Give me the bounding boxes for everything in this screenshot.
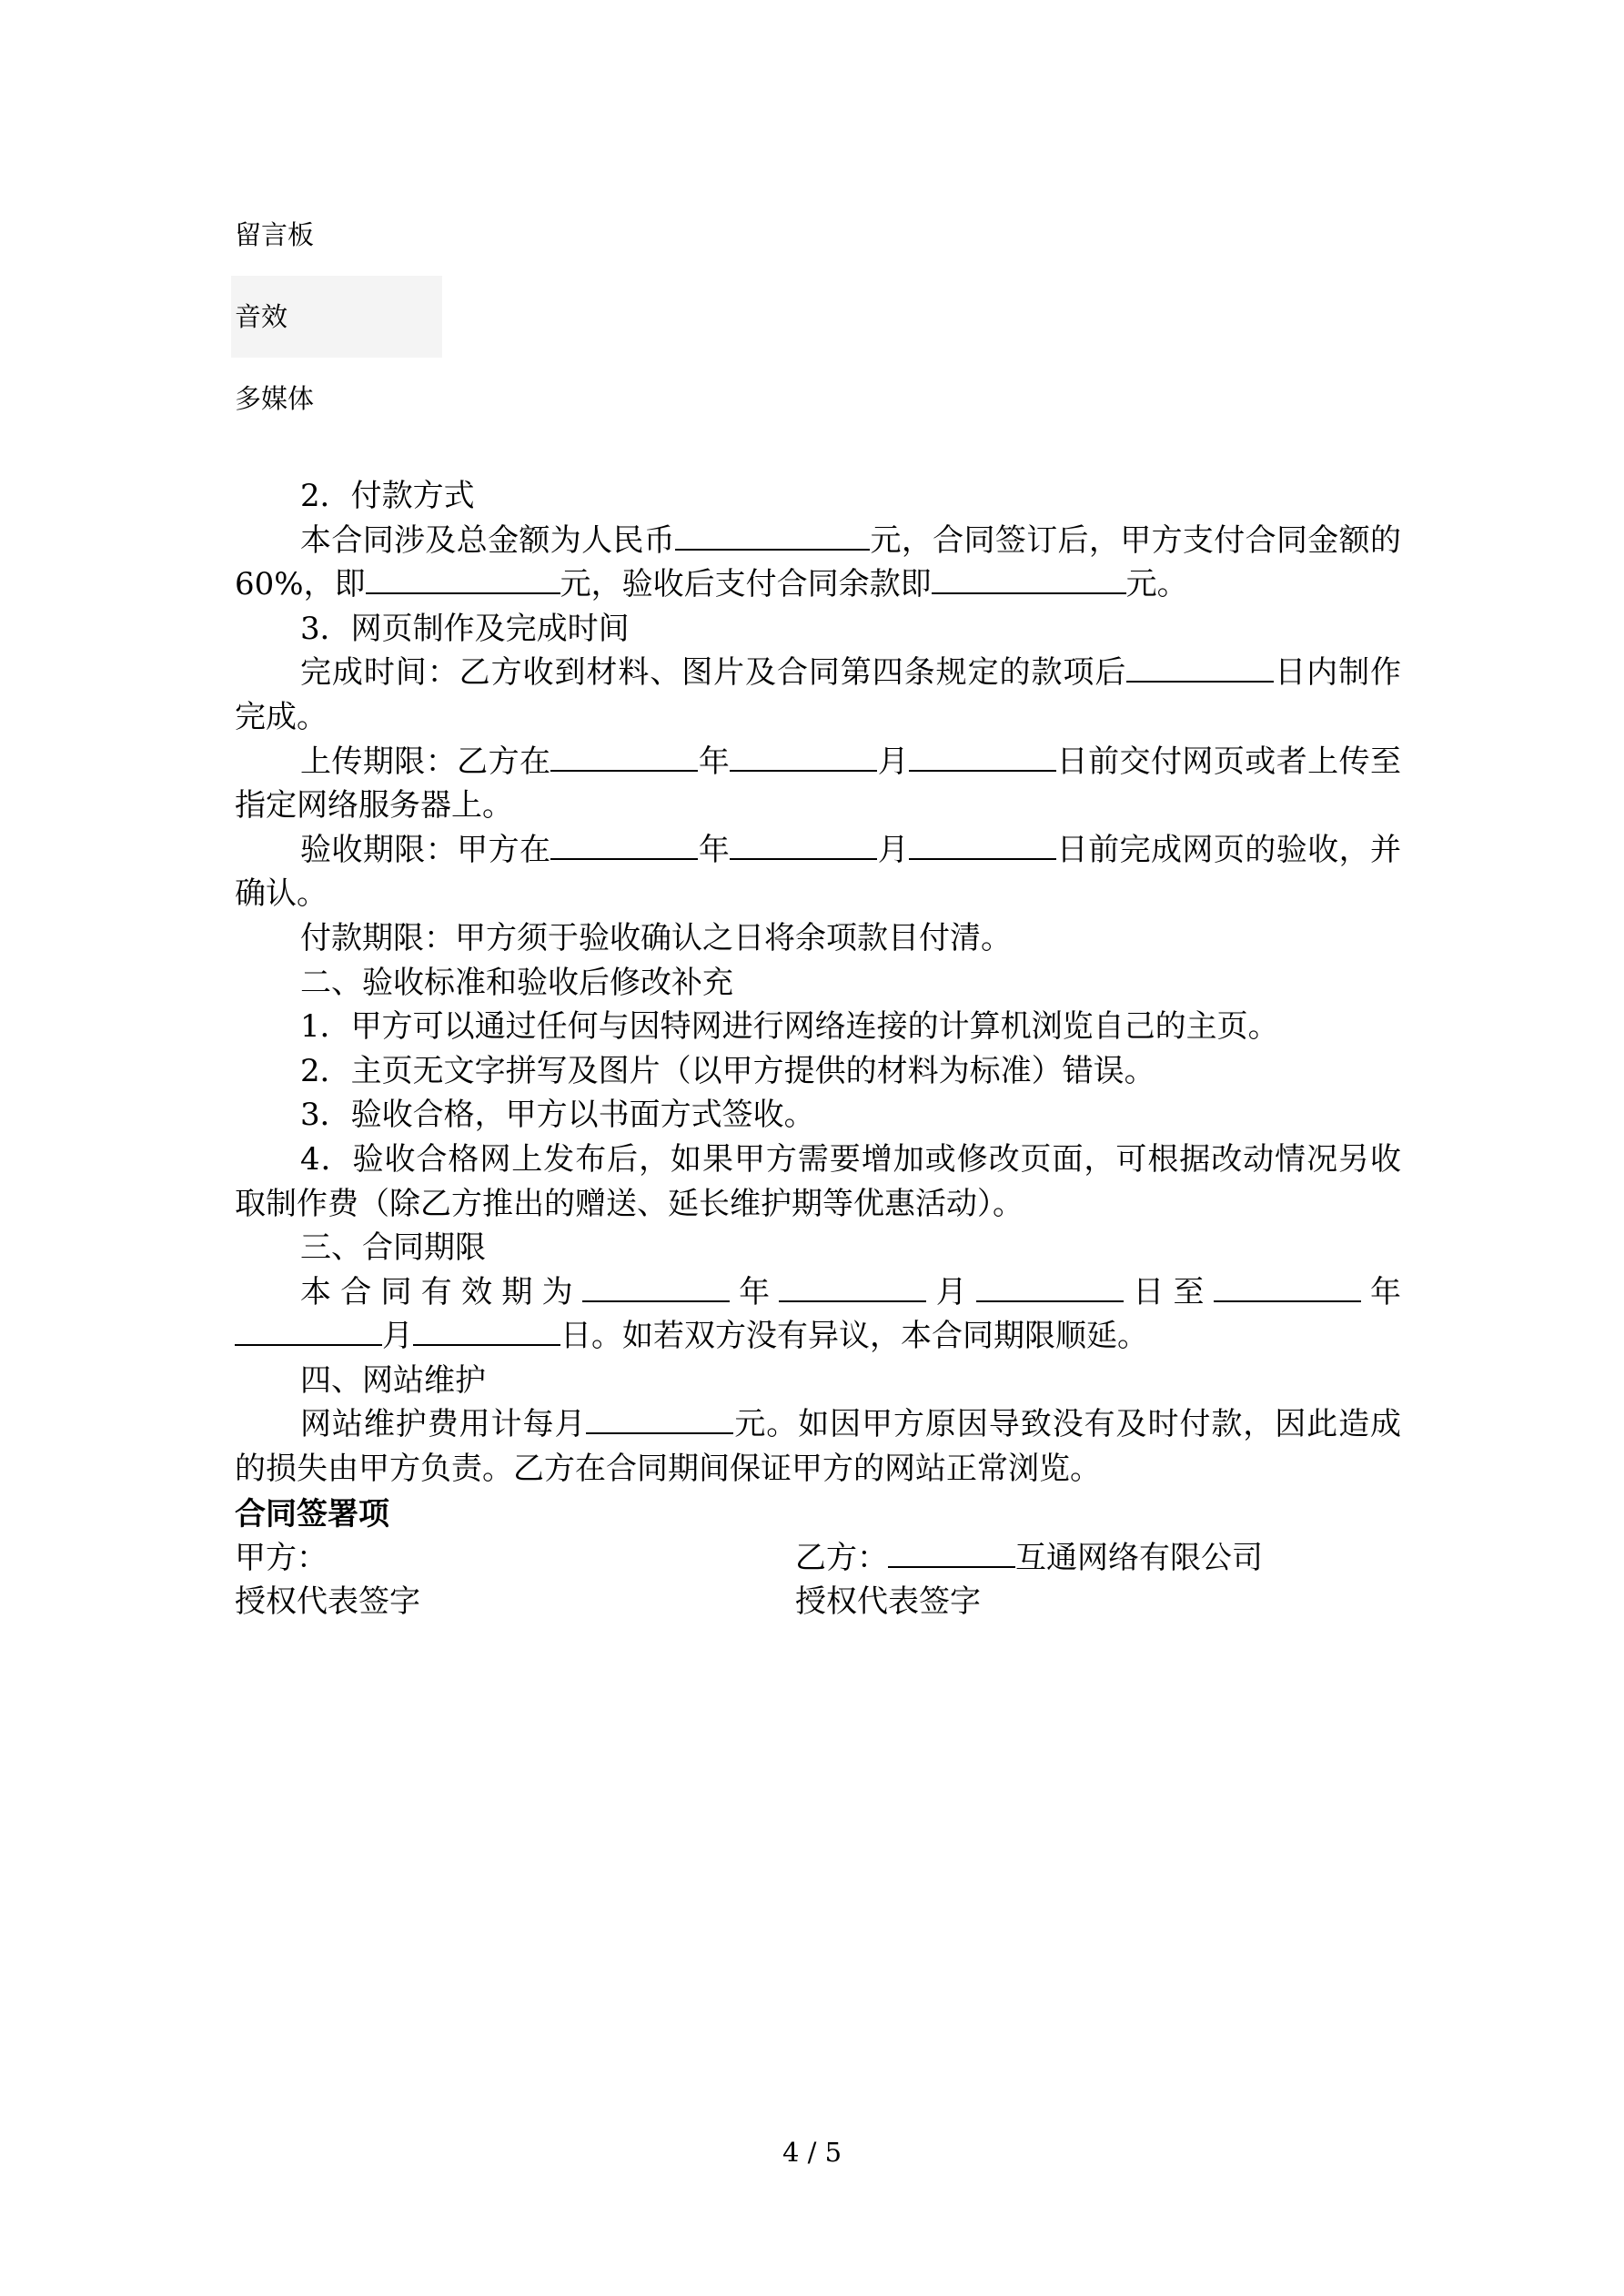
year-blank	[550, 830, 698, 860]
party-b-signature: 授权代表签字	[795, 1583, 981, 1620]
acceptance-item: 4．验收合格网上发布后，如果甲方需要增加或修改页面，可根据改动情况另收取制作费（除乙方推出的赠送、延长维护期等优惠活动）。	[235, 1140, 1401, 1222]
acceptance-item: 2．主页无文字拼写及图片（以甲方提供的材料为标准）错误。	[300, 1052, 1155, 1089]
contract-body	[235, 474, 1401, 1492]
year-blank	[550, 742, 698, 772]
feature-item: 留言板	[235, 219, 315, 250]
upload-deadline: 上传期限：乙方在 年 月 日前交付网页或者上传至指定网络服务器上。	[235, 743, 1402, 824]
days-blank	[1126, 653, 1274, 683]
day-blank	[976, 1272, 1124, 1302]
month-blank	[730, 830, 877, 860]
completion-time: 完成时间：乙方收到材料、图片及合同第四条规定的款项后 日内制作完成。	[235, 654, 1401, 735]
feature-item: 多媒体	[235, 383, 315, 414]
feature-item: 音效	[235, 301, 288, 332]
month-blank	[779, 1272, 926, 1302]
month-blank	[235, 1317, 382, 1347]
deposit-blank	[366, 565, 560, 595]
balance-blank	[932, 565, 1126, 595]
day-blank	[909, 742, 1056, 772]
party-a-label: 甲方：	[235, 1540, 328, 1576]
payment-paragraph: 本合同涉及总金额为人民币 元，合同签订后，甲方支付合同金额的60%，即 元，验收后支付合同余款即 元。	[235, 521, 1402, 603]
term-paragraph-cont: 月 日。如若双方没有异议，本合同期限顺延。	[235, 1314, 1401, 1359]
year-blank	[582, 1272, 730, 1302]
acceptance-item: 1．甲方可以通过任何与因特网进行网络连接的计算机浏览自己的主页。	[300, 1008, 1279, 1046]
acceptance-item: 3．验收合格，甲方以书面方式签收。	[300, 1097, 815, 1134]
schedule-heading: 3．网页制作及完成时间	[300, 610, 630, 647]
acceptance-deadline: 验收期限：甲方在 年 月 日前完成网页的验收，并确认。	[235, 831, 1402, 913]
term-paragraph: 本合同有效期为 年 月 日至 年	[300, 1273, 1402, 1310]
day-blank	[909, 830, 1056, 860]
fee-blank	[586, 1405, 733, 1435]
party-b-label: 乙方： 互通网络有限公司	[795, 1540, 1263, 1576]
amount-blank	[675, 521, 870, 551]
company-blank	[888, 1538, 1015, 1568]
signing-title: 合同签署项	[235, 1496, 389, 1532]
year-blank	[1214, 1272, 1361, 1302]
term-heading: 三、合同期限	[300, 1229, 486, 1267]
day-blank	[413, 1317, 560, 1347]
maintenance-paragraph: 网站维护费用计每月 元。如因甲方原因导致没有及时付款，因此造成的损失由甲方负责。乙方在合同期间保证甲方的网站正常浏览。	[235, 1406, 1402, 1488]
month-blank	[730, 742, 877, 772]
acceptance-heading: 二、验收标准和验收后修改补充	[300, 964, 733, 1001]
payment-deadline: 付款期限：甲方须于验收确认之日将余项款目付清。	[300, 919, 1012, 956]
page-number: 4 / 5	[782, 2137, 842, 2168]
payment-heading: 2．付款方式	[300, 478, 475, 514]
party-a-signature: 授权代表签字	[235, 1583, 420, 1620]
maintenance-heading: 四、网站维护	[300, 1361, 486, 1399]
